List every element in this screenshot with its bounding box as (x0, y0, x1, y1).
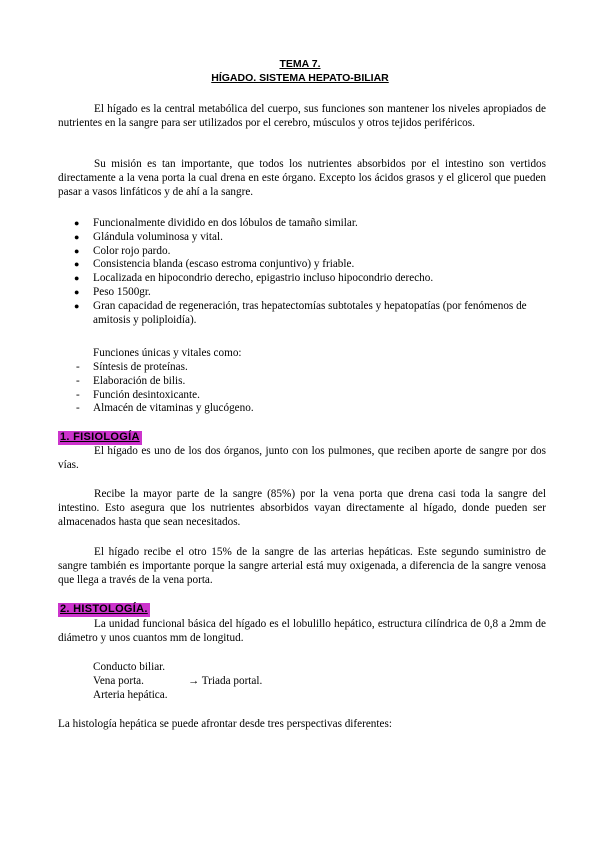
list-item: ● Peso 1500gr. (74, 286, 554, 300)
list-item: - Almacén de vitaminas y glucógeno. (58, 402, 538, 416)
doc-title-line-2: HÍGADO. SISTEMA HEPATO-BILIAR (211, 72, 389, 84)
fisiologia-paragraph-3: El hígado recibe el otro 15% de la sangre de las arterias hepáticas. Este segundo suministro de sangre también es importante porque la sangre arterial está muy oxigenada, a diferencia de la sangre venosa que llega a través de la vena porta. (58, 546, 546, 586)
doc-title-line-1: TEMA 7. (279, 58, 321, 70)
list-item: ● Localizada en hipocondrio derecho, epigastrio incluso hipocondrio derecho. (74, 272, 554, 286)
fisiologia-paragraph-2: Recibe la mayor parte de la sangre (85%) por la vena porta que drena casi toda la sangre del intestino. Esto asegura que los nutrientes absorbidos vayan directamente al hígado, donde pueden ser almacenados hasta que sean necesitados. (58, 488, 546, 528)
list-item: ● Consistencia blanda (escaso estroma conjuntivo) y friable. (74, 258, 554, 272)
functions-list (58, 361, 538, 416)
list-item: - Síntesis de proteínas. (58, 361, 538, 375)
list-item: ● Color rojo pardo. (74, 245, 554, 259)
intro-paragraph-2: Su misión es tan importante, que todos los nutrientes absorbidos por el intestino son vertidos directamente a la vena porta la cual drena en este órgano. Excepto los ácidos grasos y el glicerol que pueden pasar a vasos linfáticos y de ahí a la sangre. (58, 158, 546, 198)
triad-item-portal-vein: Vena porta. (93, 675, 144, 687)
list-item: - Función desintoxicante. (58, 389, 538, 403)
histologia-closing-line: La histología hepática se puede afrontar desde tres perspectivas diferentes: (58, 718, 392, 730)
list-item: ● Glándula voluminosa y vital. (74, 231, 554, 245)
histologia-paragraph-1: La unidad funcional básica del hígado es el lobulillo hepático, estructura cilíndrica de 0,8 a 2mm de diámetro y unos cuantos mm de longitud. (58, 618, 546, 644)
triad-portal-arrow-label: → Triada portal. (188, 675, 263, 687)
section-heading-histologia: 2. HISTOLOGÍA. (60, 603, 148, 615)
functions-intro: Funciones únicas y vitales como: (93, 347, 242, 359)
section-heading-fisiologia: 1. FISIOLOGÍA (60, 431, 140, 443)
list-item: ● Funcionalmente dividido en dos lóbulos de tamaño similar. (74, 217, 554, 231)
list-item: ● Gran capacidad de regeneración, tras hepatectomías subtotales y hepatopatías (por fenómenos de amitosis y poliploidía). (74, 300, 554, 328)
fisiologia-paragraph-1: El hígado es uno de los dos órganos, junto con los pulmones, que reciben aporte de sangre por dos vías. (58, 445, 546, 471)
features-list (74, 217, 554, 327)
triad-item-hepatic-artery: Arteria hepática. (93, 689, 168, 701)
triad-item-bile-duct: Conducto biliar. (93, 661, 166, 673)
intro-paragraph-1: El hígado es la central metabólica del cuerpo, sus funciones son mantener los niveles apropiados de nutrientes en la sangre para ser utilizados por el cerebro, músculos y otros tejidos periféricos. (58, 103, 546, 129)
list-item: - Elaboración de bilis. (58, 375, 538, 389)
